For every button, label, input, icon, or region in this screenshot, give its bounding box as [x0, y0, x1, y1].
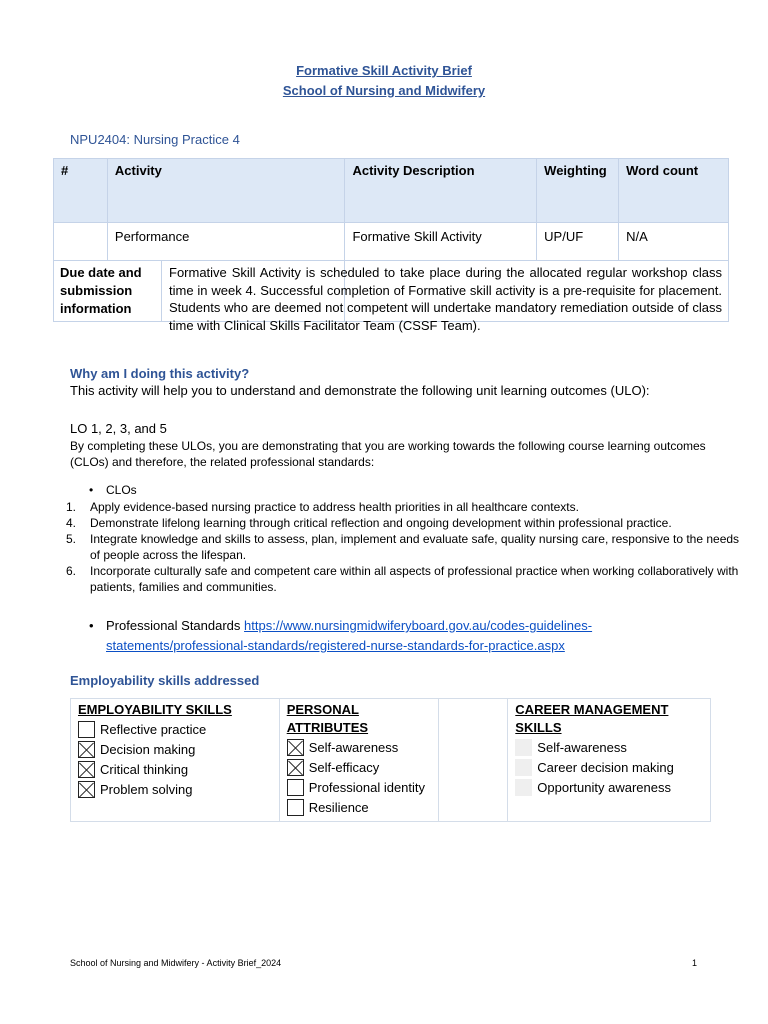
career-management-column	[508, 699, 711, 822]
list-item: Resilience	[287, 797, 431, 817]
list-item: Reflective practice	[78, 719, 272, 739]
checked-box-icon	[78, 741, 95, 758]
list-item: Decision making	[78, 739, 272, 759]
activity-table-header-row	[54, 159, 729, 223]
career-management-header: CAREER MANAGEMENT SKILLS	[515, 702, 669, 735]
employability-skills-header: EMPLOYABILITY SKILLS	[78, 702, 232, 717]
shaded-box-icon	[515, 779, 532, 796]
col-header-word-count: Word count	[619, 159, 729, 223]
checked-box-icon	[78, 781, 95, 798]
checkbox-icon	[287, 799, 304, 816]
cell-number	[54, 223, 108, 261]
checked-box-icon	[287, 739, 304, 756]
list-item: 6. Incorporate culturally safe and competent care within all aspects of professional practice when working collaboratively with patients, families and communities.	[66, 564, 739, 594]
cell-word-count: N/A	[619, 223, 729, 261]
due-date-label: Due date and submission information	[54, 261, 162, 321]
why-heading: Why am I doing this activity?	[70, 366, 250, 381]
personal-attributes-header: PERSONAL ATTRIBUTES	[286, 702, 369, 735]
checked-box-icon	[287, 759, 304, 776]
checkbox-icon	[287, 779, 304, 796]
table-row	[54, 223, 729, 261]
school-title: School of Nursing and Midwifery	[282, 83, 486, 98]
page-number: 1	[692, 958, 698, 968]
shaded-box-icon	[515, 759, 532, 776]
list-item: Professional identity	[287, 777, 431, 797]
cell-activity: Performance	[107, 223, 345, 261]
col-header-activity: Activity	[107, 159, 345, 223]
ulo-intro: This activity will help you to understand and demonstrate the following unit learning outcomes (ULO):	[70, 383, 650, 398]
due-date-text: Formative Skill Activity is scheduled to take place during the allocated regular workshop class time in week 4. Successful completion of Formative skill activity is a pre-requisite for placement. Students who are deemed not competent will undertake mandatory remediation outside of class time with Clinical Skills Facilitator Team (CSSF Team).	[169, 265, 722, 333]
employability-skills-column	[71, 699, 280, 822]
employability-heading: Employability skills addressed	[70, 673, 260, 688]
personal-attributes-column	[279, 699, 438, 822]
list-item: 4. Demonstrate lifelong learning through critical reflection and ongoing development within professional practice.	[66, 516, 672, 530]
unit-heading: NPU2404: Nursing Practice 4	[70, 132, 240, 147]
title-block	[0, 61, 768, 101]
checked-box-icon	[78, 761, 95, 778]
cell-weighting: UP/UF	[537, 223, 619, 261]
col-header-weighting: Weighting	[537, 159, 619, 223]
col-header-number: #	[54, 159, 108, 223]
checkbox-icon	[78, 721, 95, 738]
list-item: Self-awareness	[287, 737, 431, 757]
col-header-description: Activity Description	[345, 159, 537, 223]
list-item: Problem solving	[78, 779, 272, 799]
spacer-column	[438, 699, 508, 822]
bullet-icon: •	[89, 483, 94, 497]
bullet-icon: •	[89, 618, 94, 633]
cell-description: Formative Skill Activity	[345, 223, 537, 261]
clo-intro: By completing these ULOs, you are demonstrating that you are working towards the following course learning outcomes (CLOs) and therefore, the related professional standards:	[70, 439, 706, 469]
clo-bullet-label: CLOs	[106, 483, 137, 497]
clo-list	[66, 499, 740, 595]
standards-link[interactable]: https://www.nursingmidwiferyboard.gov.au/codes-guidelines- statements/professional-standards/registered-nurse-standards-for-practice.aspx	[106, 618, 593, 653]
list-item	[89, 616, 666, 656]
footer-text: School of Nursing and Midwifery - Activity Brief_2024	[70, 958, 282, 968]
shaded-box-icon	[515, 739, 532, 756]
list-item: Career decision making	[515, 757, 703, 777]
list-item: Critical thinking	[78, 759, 272, 779]
employability-table	[70, 698, 711, 822]
list-item: 5. Integrate knowledge and skills to assess, plan, implement and evaluate safe, quality nursing care, responsive to the needs of people across the lifespan.	[66, 532, 740, 562]
list-item: Self-efficacy	[287, 757, 431, 777]
list-item: Self-awareness	[515, 737, 703, 757]
list-item	[89, 483, 137, 497]
lo-list: LO 1, 2, 3, and 5	[70, 421, 167, 436]
list-item: 1. Apply evidence-based nursing practice to address health priorities in all healthcare contexts.	[66, 500, 579, 514]
standards-label: Professional Standards	[106, 618, 241, 633]
list-item: Opportunity awareness	[515, 777, 703, 797]
document-title: Formative Skill Activity Brief	[296, 63, 472, 78]
